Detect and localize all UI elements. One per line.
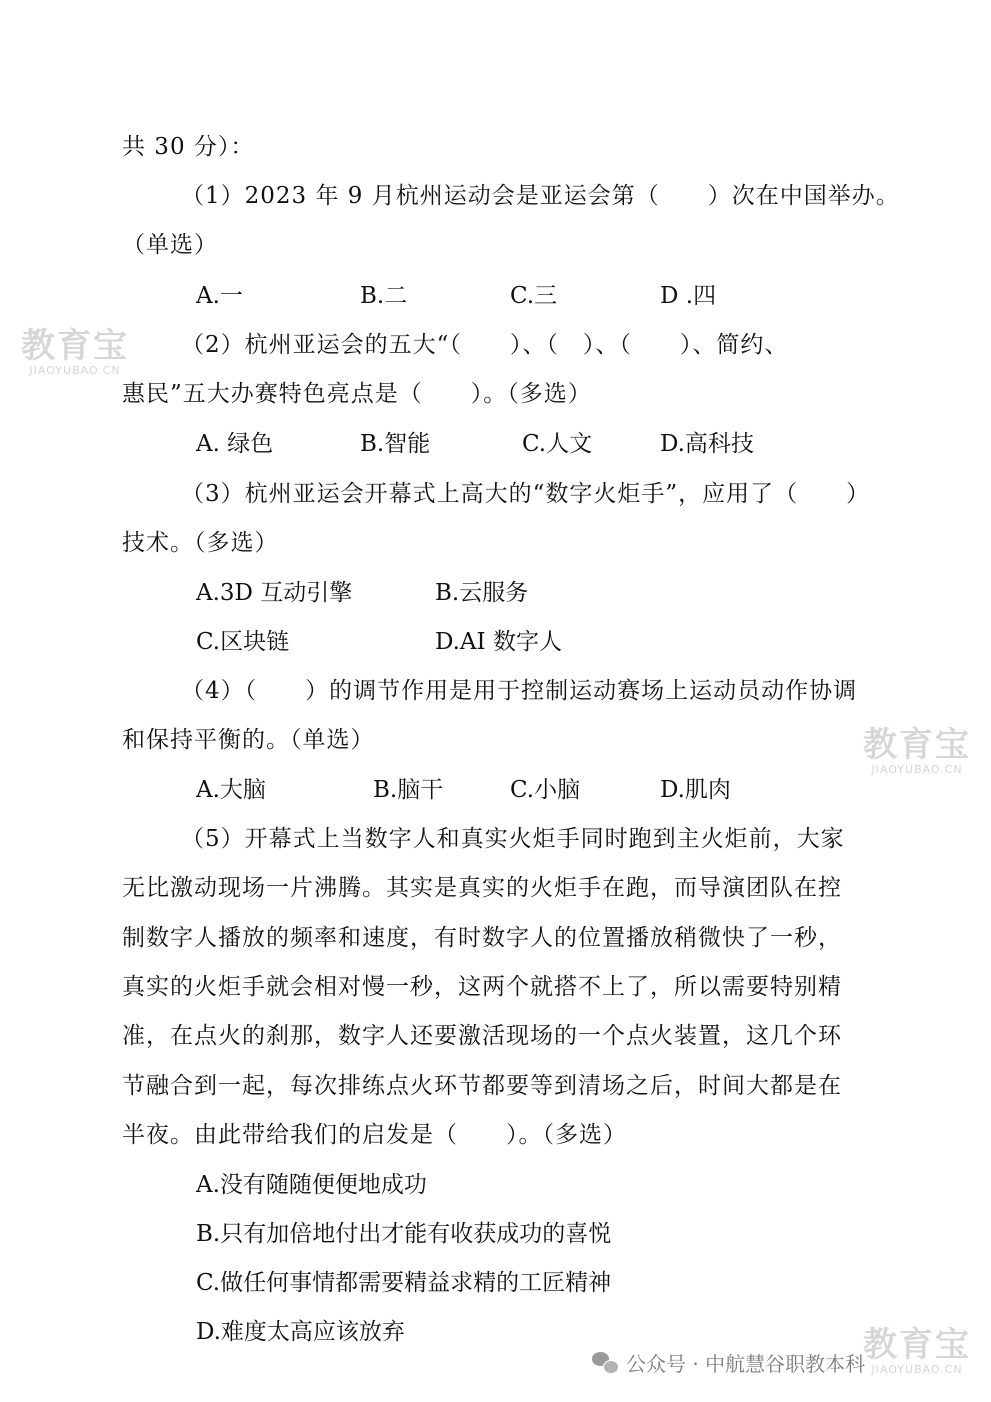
watermark-logo <box>16 327 134 377</box>
q1-option-b: B.二 <box>360 283 408 309</box>
watermark-subtext: JIAOYUBAO.CN <box>29 364 121 377</box>
q2-option-a: A. 绿色 <box>196 431 274 457</box>
q4-option-c: C.小脑 <box>510 777 581 803</box>
q4-stem-line2: 和保持平衡的。（单选） <box>122 727 375 753</box>
q1-option-a: A.一 <box>196 283 243 309</box>
q1-stem-line2: （单选） <box>122 232 218 258</box>
watermark-text: 教育宝 <box>863 1325 971 1365</box>
watermark-subtext: JIAOYUBAO.CN <box>871 763 963 776</box>
q5-option-d: D.难度太高应该放弃 <box>196 1319 405 1345</box>
q2-stem-line2: 惠民”五大办赛特色亮点是（ ）。（多选） <box>122 381 592 407</box>
watermark-text: 教育宝 <box>863 725 971 765</box>
q3-option-d: D.AI 数字人 <box>435 629 562 655</box>
q5-stem-line5: 准，在点火的刹那，数字人还要激活现场的一个点火装置，这几个环 <box>122 1023 842 1049</box>
q3-option-c: C.区块链 <box>196 629 290 655</box>
q5-stem-line4: 真实的火炬手就会相对慢一秒，这两个就搭不上了，所以需要特别精 <box>122 974 842 1000</box>
q5-stem-line2: 无比激动现场一片沸腾。其实是真实的火炬手在跑，而导演团队在控 <box>122 875 842 901</box>
watermark-logo <box>858 726 976 776</box>
q2-stem-line1: （2）杭州亚运会的五大“（ ）、（ ）、（ ）、简约、 <box>181 332 789 358</box>
q1-option-d: D .四 <box>660 283 717 309</box>
q5-stem-line1: （5）开幕式上当数字人和真实火炬手同时跑到主火炬前，大家 <box>181 826 845 852</box>
q4-option-d: D.肌肉 <box>660 777 731 803</box>
q3-option-b: B.云服务 <box>435 580 529 606</box>
q5-stem-line6: 节融合到一起，每次排练点火环节都要等到清场之后，时间大都是在 <box>122 1073 842 1099</box>
q4-option-a: A.大脑 <box>196 777 266 803</box>
footer-text: 公众号 · 中航慧谷职教本科 <box>626 1351 866 1376</box>
q5-option-b: B.只有加倍地付出才能有收获成功的喜悦 <box>196 1221 612 1247</box>
q5-stem-line3: 制数字人播放的频率和速度，有时数字人的位置播放稍微快了一秒， <box>122 925 842 951</box>
section-intro: 共 30 分）： <box>122 134 255 160</box>
watermark-logo <box>858 1326 976 1376</box>
q2-option-b: B.智能 <box>360 431 431 457</box>
q5-stem-line7: 半夜。由此带给我们的启发是（ ）。（多选） <box>122 1122 627 1148</box>
q2-option-d: D.高科技 <box>660 431 754 457</box>
wechat-account-footer <box>592 1347 865 1377</box>
q2-option-c: C.人文 <box>522 431 593 457</box>
watermark-text: 教育宝 <box>21 326 129 366</box>
q3-stem-line1: （3）杭州亚运会开幕式上高大的“数字火炬手”，应用了（ ） <box>181 481 871 507</box>
q1-stem-line1: （1）2023 年 9 月杭州运动会是亚运会第（ ）次在中国举办。 <box>181 183 900 209</box>
q3-option-a: A.3D 互动引擎 <box>196 580 353 606</box>
q4-stem-line1: （4）（ ）的调节作用是用于控制运动赛场上运动员动作协调 <box>181 678 858 704</box>
q5-option-a: A.没有随随便便地成功 <box>196 1172 427 1198</box>
q4-option-b: B.脑干 <box>373 777 444 803</box>
q3-stem-line2: 技术。（多选） <box>122 530 279 556</box>
wechat-icon <box>592 1351 618 1373</box>
watermark-subtext: JIAOYUBAO.CN <box>871 1363 963 1376</box>
q5-option-c: C.做任何事情都需要精益求精的工匠精神 <box>196 1270 612 1296</box>
q1-option-c: C.三 <box>510 283 558 309</box>
